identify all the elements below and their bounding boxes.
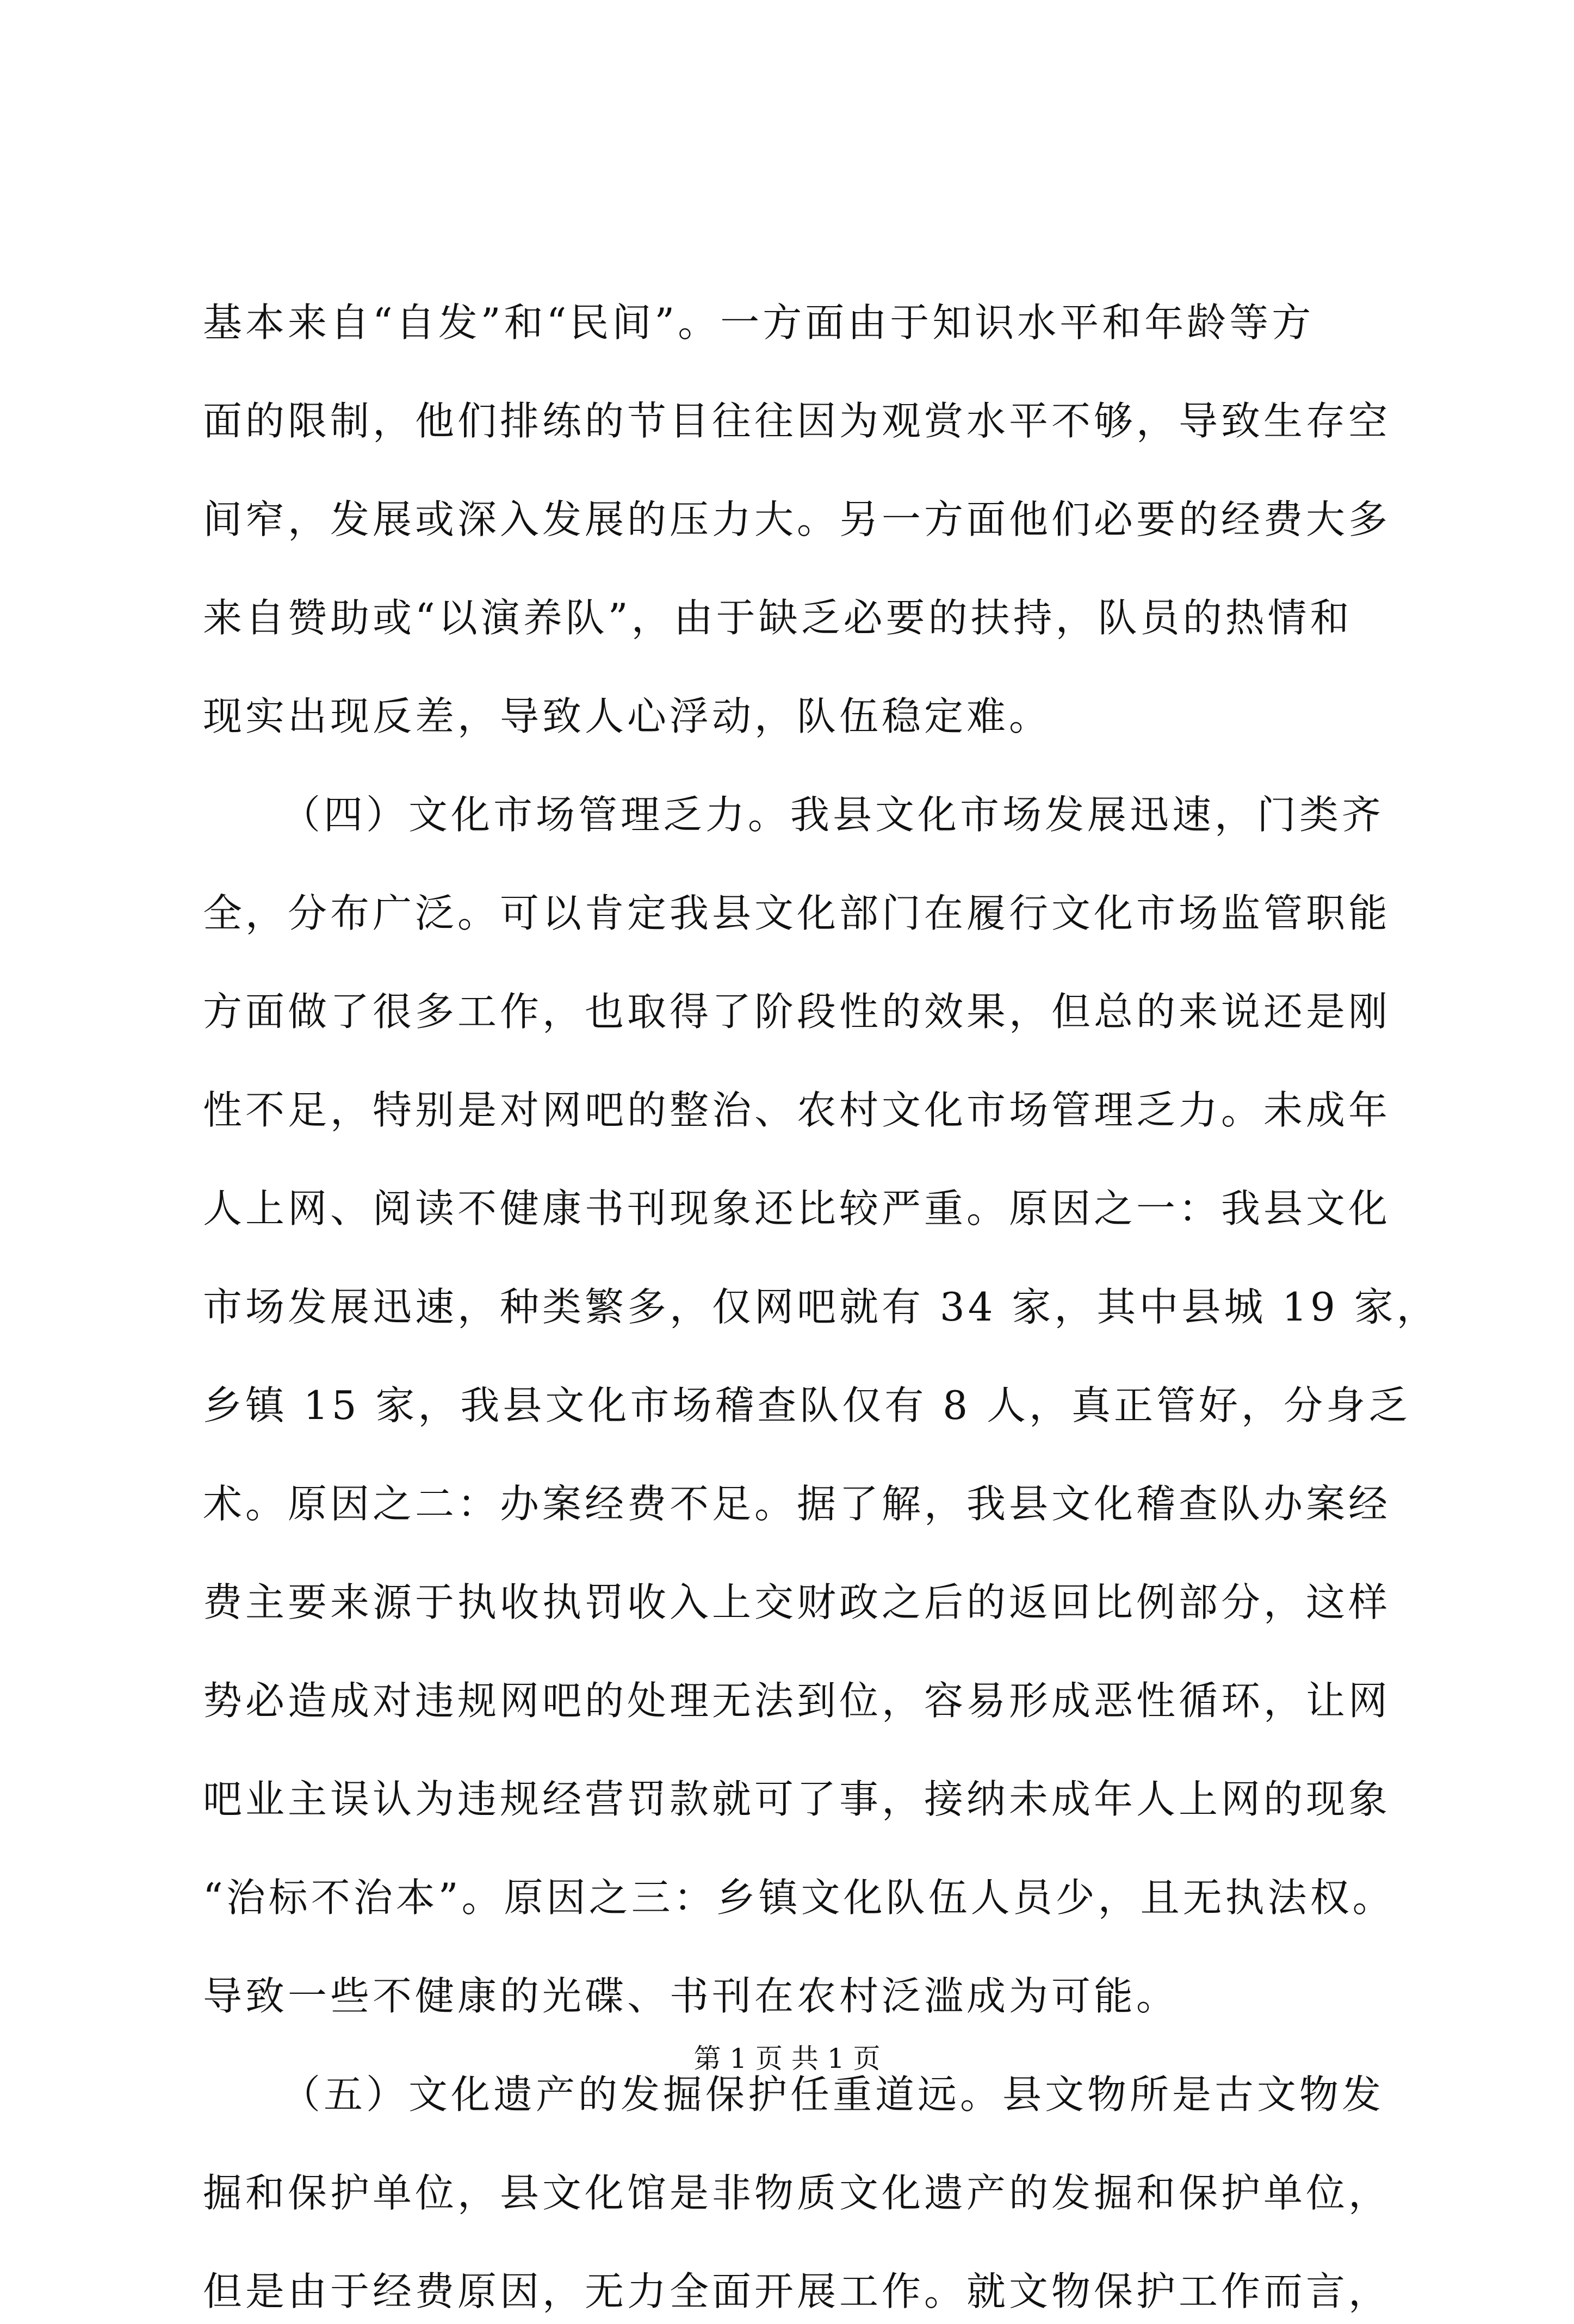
text-line: 方面做了很多工作，也取得了阶段性的效果，但总的来说还是刚	[203, 989, 1391, 1034]
text-line: 势必造成对违规网吧的处理无法到位，容易形成恶性循环，让网	[203, 1678, 1391, 1724]
text-line: 面的限制，他们排练的节目往往因为观赏水平不够，导致生存空	[203, 398, 1391, 444]
text-line: 间窄，发展或深入发展的压力大。另一方面他们必要的经费大多	[203, 497, 1391, 542]
paragraph-start-line: （四）文化市场管理乏力。我县文化市场发展迅速，门类齐	[281, 792, 1385, 838]
paragraph-start-line: （五）文化遗产的发掘保护任重道远。县文物所是古文物发	[281, 2072, 1385, 2117]
text-line: 吧业主误认为违规经营罚款就可了事，接纳未成年人上网的现象	[203, 1776, 1391, 1822]
text-line: 导致一些不健康的光碟、书刊在农村泛滥成为可能。	[203, 1973, 1179, 2019]
text-line: 现实出现反差，导致人心浮动，队伍稳定难。	[203, 693, 1052, 739]
text-line: 性不足，特别是对网吧的整治、农村文化市场管理乏力。未成年	[203, 1087, 1391, 1133]
text-line: 费主要来源于执收执罚收入上交财政之后的返回比例部分，这样	[203, 1579, 1391, 1625]
text-line: “治标不治本”。原因之三：乡镇文化队伍人员少，且无执法权。	[203, 1875, 1395, 1920]
text-line: 但是由于经费原因，无力全面开展工作。就文物保护工作而言，	[203, 2269, 1391, 2314]
text-line: 市场发展迅速，种类繁多，仅网吧就有 34 家，其中县城 19 家，	[203, 1284, 1439, 1330]
text-line: 来自赞助或“以演养队”，由于缺乏必要的扶持，队员的热情和	[203, 595, 1353, 641]
page-footer: 第 1 页 共 1 页	[693, 2043, 881, 2074]
text-line: 掘和保护单位，县文化馆是非物质文化遗产的发掘和保护单位，	[203, 2170, 1391, 2216]
text-line: 术。原因之二：办案经费不足。据了解，我县文化稽查队办案经	[203, 1481, 1391, 1527]
text-line: 乡镇 15 家，我县文化市场稽查队仅有 8 人，真正管好，分身乏	[203, 1383, 1411, 1428]
text-line: 全，分布广泛。可以肯定我县文化部门在履行文化市场监管职能	[203, 890, 1391, 936]
text-line: 基本来自“自发”和“民间”。一方面由于知识水平和年龄等方	[203, 300, 1315, 345]
text-line: 人上网、阅读不健康书刊现象还比较严重。原因之一：我县文化	[203, 1186, 1391, 1231]
